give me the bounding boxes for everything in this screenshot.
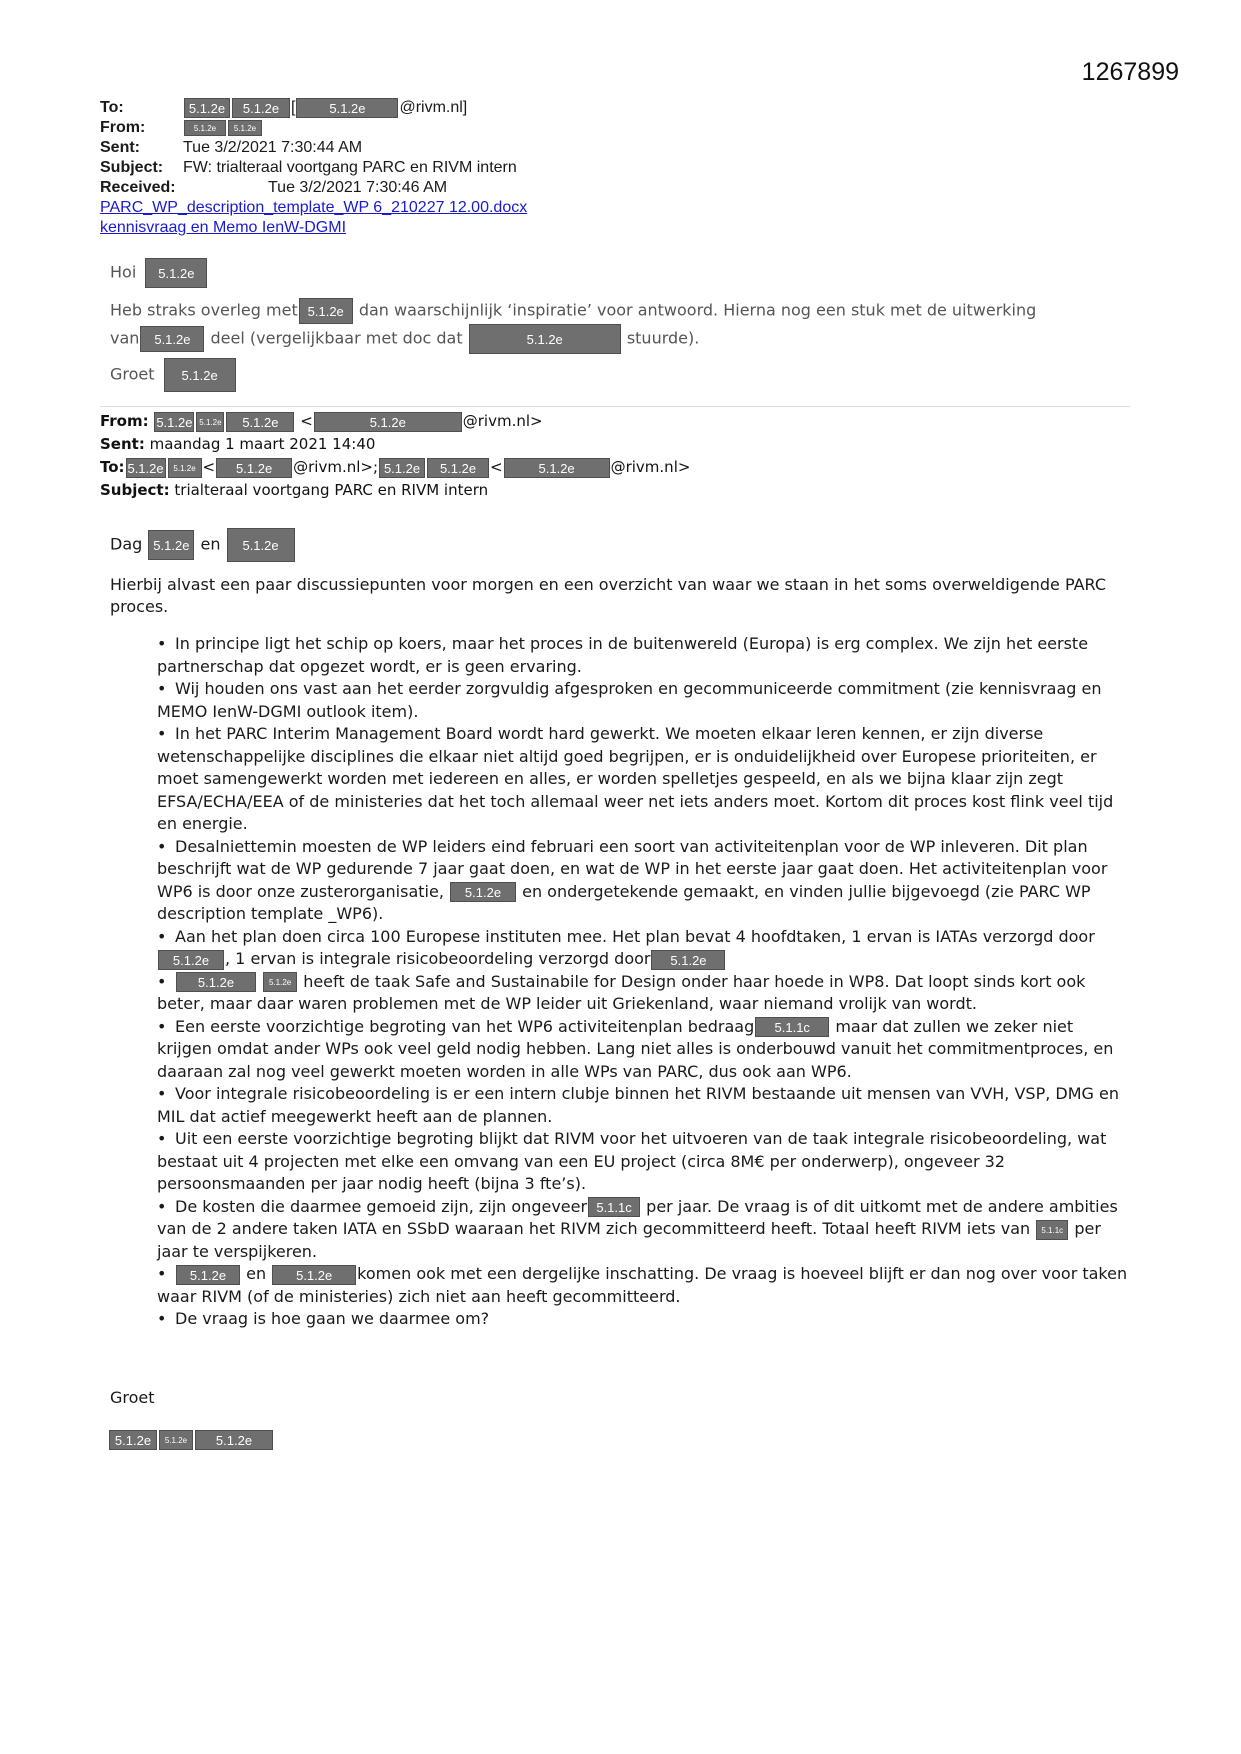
received-value: Tue 3/2/2021 7:30:46 AM bbox=[268, 179, 448, 196]
subject-label: Subject: bbox=[100, 159, 164, 176]
redaction: 5.1.2e bbox=[195, 1430, 273, 1450]
to-label: To: bbox=[100, 458, 125, 476]
list-item: • Uit een eerste voorzichtige begroting blijkt dat RIVM voor het uitvoeren van de taak integrale risicobeoordeling, wat bestaat uit 4 projecten met elke een omvang van een EU project (circa 8M€ per onderwerp), ongeveer 32 persoonsmaanden per jaar nodig heeft (bijna 3 fte’s). bbox=[157, 1129, 1107, 1193]
redaction: 5.1.2e bbox=[184, 98, 230, 118]
redaction: 5.1.2e bbox=[379, 458, 425, 478]
list-item: • Voor integrale risicobeoordeling is er een intern clubje binnen het RIVM bestaande uit mensen van VVH, VSP, DMG en MIL dat actief meegewerkt heeft aan de plannen. bbox=[157, 1084, 1119, 1126]
redaction: 5.1.2e bbox=[159, 1430, 193, 1450]
list-item: • Een eerste voorzichtige begroting van het WP6 activiteitenplan bedraag 5.1.1c maar dat zullen we zeker niet krijgen omdat ander WPs ook veel geld nodig hebben. Lang niet alles is onderbouwd vanuit het commitmentproces, en daaraan zal nog veel gewerkt moeten worden in alle WPs van PARC, dus ook aan WP6. bbox=[157, 1016, 1114, 1081]
lt: < bbox=[202, 458, 216, 476]
redaction: 5.1.2e bbox=[176, 972, 256, 992]
redaction: 5.1.2e bbox=[263, 972, 297, 992]
redaction: 5.1.2e bbox=[158, 950, 224, 970]
list-item: • In het PARC Interim Management Board wordt hard gewerkt. We moeten elkaar leren kennen, er zijn diverse wetenschappelijke disciplines die elkaar niet altijd goed begrijpen, er is onduidelijkheid over Europese prioriteiten, er moet samengewerkt worden met iedereen en alles, er worden spelletjes gespeeld, en als we bijna klaar zijn zegt EFSA/ECHA/EEA of de ministeries dat het toch allemaal weer net iets anders moet. Kortom dit proces kost flink veel tijd en energie. bbox=[157, 724, 1114, 833]
note-text: stuurde). bbox=[626, 328, 700, 348]
list-item: • Desalniettemin moesten de WP leiders eind februari een soort van activiteitenplan voor de WP inleveren. Dit plan beschrijft wat de WP gedurende 7 jaar gaat doen, en wat de WP in het eerste jaar gaat doen. Het activiteitenplan voor WP6 is door onze zusterorganisatie, 5.1.2e en ondergetekende gemaakt, en vinden jullie bijgevoegd (zie PARC WP description template _WP6). bbox=[157, 836, 1108, 923]
attachment-row bbox=[100, 198, 527, 218]
sent-row bbox=[100, 138, 527, 158]
redaction: 5.1.2e bbox=[299, 298, 353, 324]
note-text: van bbox=[110, 328, 140, 348]
redaction: 5.1.2e bbox=[168, 458, 202, 478]
redaction: 5.1.2e bbox=[154, 412, 194, 432]
signature-redactions bbox=[108, 1430, 274, 1450]
redaction: 5.1.1c bbox=[1036, 1220, 1068, 1240]
subject-label: Subject: bbox=[100, 481, 170, 499]
redaction: 5.1.2e bbox=[296, 98, 398, 118]
list-item: • 5.1.2e 5.1.2e heeft de taak Safe and Sustainabile for Design onder haar hoede in WP8. Dat loopt sinds kort ook beter, maar daar waren problemen met de WP leider uit Griekenland, waar niemand vrolijk van wordt. bbox=[157, 971, 1086, 1013]
lt: < bbox=[300, 412, 313, 430]
redaction: 5.1.2e bbox=[504, 458, 610, 478]
note-body-line2 bbox=[110, 324, 1130, 354]
redaction: 5.1.2e bbox=[469, 324, 621, 354]
bracket: [ bbox=[291, 99, 296, 117]
note-closing bbox=[110, 358, 237, 392]
list-item: • De vraag is hoe gaan we daarmee om? bbox=[157, 1309, 490, 1328]
subject-value: trialteraal voortgang PARC en RIVM intern bbox=[174, 481, 489, 499]
redaction: 5.1.1c bbox=[755, 1017, 829, 1037]
redaction: 5.1.2e bbox=[427, 458, 489, 478]
redaction: 5.1.2e bbox=[272, 1265, 356, 1285]
note-text: dan waarschijnlijk ‘inspiratie’ voor antwoord. Hierna nog een stuk met de uitwerking bbox=[358, 300, 1037, 320]
divider bbox=[100, 406, 1130, 407]
attachment-link[interactable]: kennisvraag en Memo IenW-DGMI bbox=[100, 219, 347, 236]
redaction: 5.1.2e bbox=[228, 120, 262, 136]
redaction: 5.1.2e bbox=[164, 358, 236, 392]
sent-row bbox=[100, 433, 690, 456]
to-row bbox=[100, 98, 527, 118]
to-row bbox=[100, 456, 690, 479]
from-label: From: bbox=[100, 119, 146, 136]
lt: < bbox=[490, 458, 503, 476]
list-item: • In principe ligt het schip op koers, maar het proces in de buitenwereld (Europa) is erg complex. We zijn het eerste partnerschap dat opgezet wordt, er is geen ervaring. bbox=[157, 634, 1089, 676]
to-domain: @rivm.nl] bbox=[399, 99, 468, 117]
closing-text: Groet bbox=[110, 364, 155, 384]
sent-label: Sent: bbox=[100, 435, 145, 453]
to-label: To: bbox=[100, 99, 124, 117]
redaction: 5.1.2e bbox=[227, 528, 295, 562]
from-row bbox=[100, 118, 527, 138]
redaction: 5.1.2e bbox=[216, 458, 292, 478]
sent-value: maandag 1 maart 2021 14:40 bbox=[149, 435, 376, 453]
note-text: deel (vergelijkbaar met doc dat bbox=[210, 328, 463, 348]
list-item: • Wij houden ons vast aan het eerder zorgvuldig afgesproken en gecommuniceerde commitment (zie kennisvraag en MEMO IenW-DGMI outlook item). bbox=[157, 679, 1102, 721]
subject-row bbox=[100, 479, 690, 502]
redaction: 5.1.2e bbox=[145, 258, 207, 288]
from-label: From: bbox=[100, 412, 149, 430]
redaction: 5.1.1c bbox=[588, 1197, 640, 1217]
greeting-text: Dag bbox=[110, 534, 143, 554]
note-greeting bbox=[110, 258, 208, 288]
email-header bbox=[100, 98, 527, 238]
attachment-row bbox=[100, 218, 527, 238]
redaction: 5.1.2e bbox=[196, 412, 224, 432]
subject-row bbox=[100, 158, 527, 178]
redaction: 5.1.2e bbox=[176, 1265, 240, 1285]
from-row bbox=[100, 410, 690, 433]
sent-value: Tue 3/2/2021 7:30:44 AM bbox=[183, 139, 363, 156]
discussion-points bbox=[157, 633, 1132, 1331]
greeting-text: Hoi bbox=[110, 262, 137, 282]
from-domain: @rivm.nl> bbox=[462, 412, 543, 430]
forwarded-header bbox=[100, 410, 690, 502]
list-item: • De kosten die daarmee gemoeid zijn, zijn ongeveer 5.1.1c per jaar. De vraag is of dit uitkomt met de andere ambities van de 2 andere taken IATA en SSbD waaraan het RIVM zich gecommitteerd heeft. Totaal heeft RIVM iets van 5.1.1c per jaar te verspijkeren. bbox=[157, 1196, 1118, 1261]
redaction: 5.1.2e bbox=[651, 950, 725, 970]
received-row bbox=[100, 178, 527, 198]
redaction: 5.1.2e bbox=[126, 458, 166, 478]
redaction: 5.1.2e bbox=[232, 98, 290, 118]
message-closing: Groet bbox=[110, 1388, 155, 1407]
redaction: 5.1.2e bbox=[184, 120, 226, 136]
document-number: 1267899 bbox=[1081, 58, 1179, 86]
redaction: 5.1.2e bbox=[314, 412, 462, 432]
greeting-text: en bbox=[200, 534, 221, 554]
message-greeting bbox=[110, 528, 296, 562]
subject-value: FW: trialteraal voortgang PARC en RIVM intern bbox=[183, 159, 517, 176]
message-intro: Hierbij alvast een paar discussiepunten voor morgen en een overzicht van waar we staan in het soms overweldigende PARC proces. bbox=[110, 575, 1107, 616]
redaction: 5.1.2e bbox=[226, 412, 294, 432]
note-body-line1 bbox=[110, 298, 1130, 324]
to-domain: @rivm.nl> bbox=[610, 458, 691, 476]
sent-label: Sent: bbox=[100, 139, 140, 156]
redaction: 5.1.2e bbox=[109, 1430, 157, 1450]
received-label: Received: bbox=[100, 179, 176, 196]
redaction: 5.1.2e bbox=[148, 530, 194, 560]
attachment-link[interactable]: PARC_WP_description_template_WP 6_210227 12.00.docx bbox=[100, 199, 528, 216]
note-text: Heb straks overleg met bbox=[110, 300, 298, 320]
redaction: 5.1.2e bbox=[450, 882, 516, 902]
redaction: 5.1.2e bbox=[140, 326, 204, 352]
list-item: • 5.1.2e en 5.1.2e komen ook met een dergelijke inschatting. De vraag is hoeveel blijft er dan nog over voor taken waar RIVM (of de ministeries) zich niet aan heeft gecommitteerd. bbox=[157, 1264, 1128, 1306]
to-domain: @rivm.nl>; bbox=[293, 458, 379, 476]
list-item: • Aan het plan doen circa 100 Europese instituten mee. Het plan bevat 4 hoofdtaken, 1 ervan is IATAs verzorgd door5.1.2e , 1 ervan is integrale risicobeoordeling verzorgd door 5.1.2e bbox=[157, 926, 1095, 968]
